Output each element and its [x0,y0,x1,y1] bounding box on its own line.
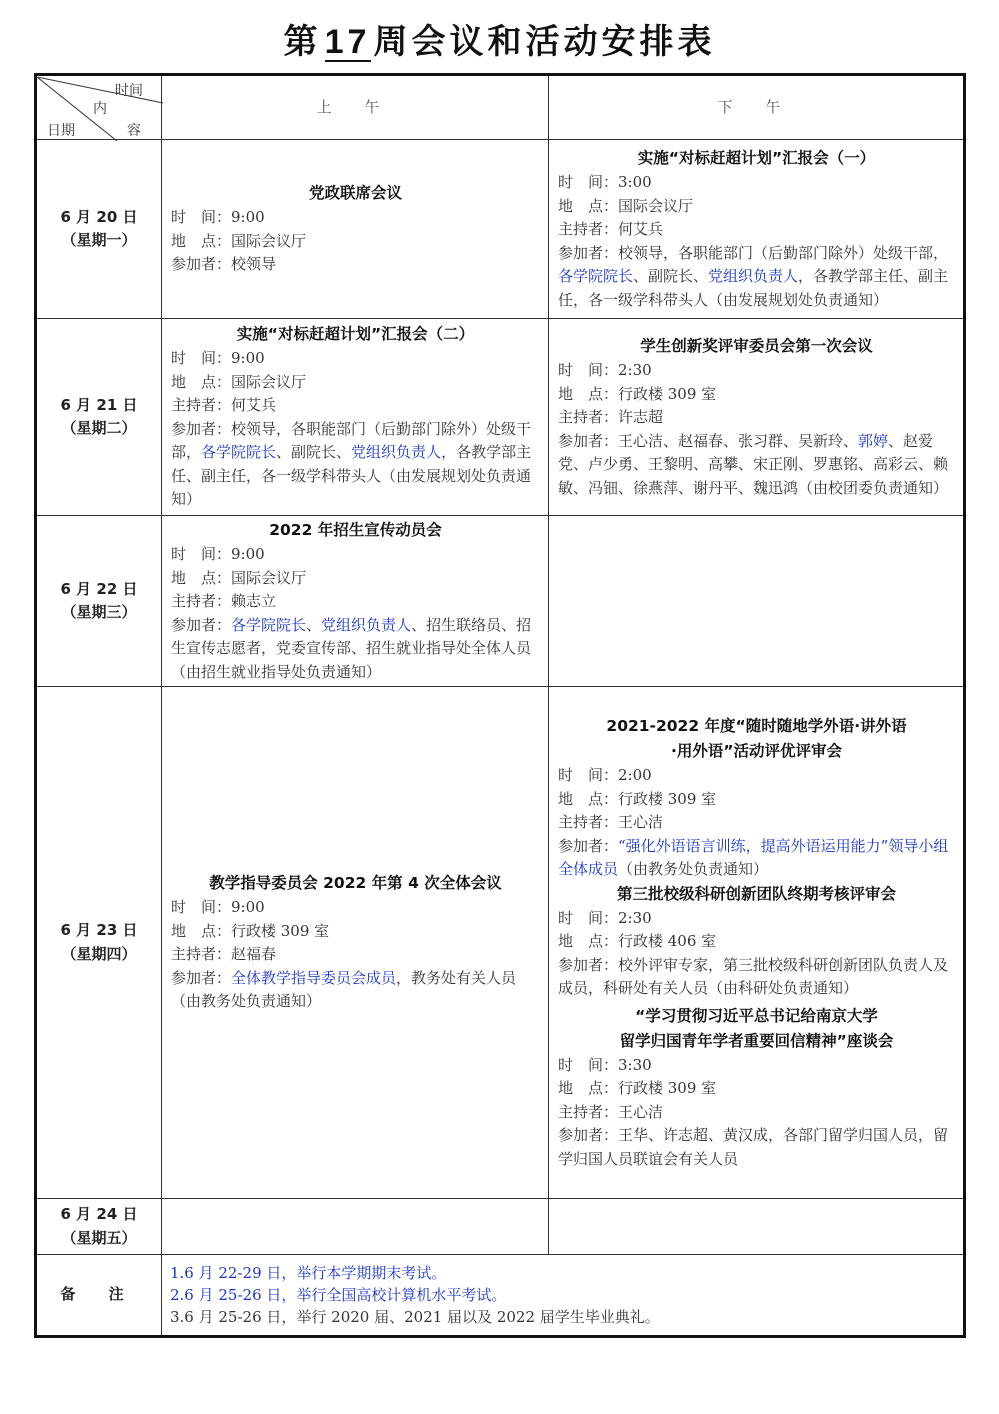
highlight-text: 党组织负责人 [321,615,412,634]
event-host: 主持者：王心洁 [558,813,664,831]
date-label: 6 月 20 日 [60,207,138,226]
header-am: 上 午 [162,75,549,140]
week-number: 17 [324,23,371,61]
event-time: 时 间：2:30 [558,908,652,927]
event-title: 第三批校级科研创新团队终期考核评审会 [616,884,896,903]
remarks-row [36,1255,965,1337]
am-cell-empty [162,1199,549,1255]
event-place: 地 点：国际会议厅 [171,231,307,250]
event-participants: 参加者：校外评审专家，第三批校级科研创新团队负责人及成员，科研处有关人员（由科研处负责通知） [558,955,949,997]
am-cell [162,516,549,687]
event-time: 时 间：3:30 [558,1055,652,1074]
header-pm: 下 午 [549,75,965,140]
day-row [36,687,965,1199]
event-place: 地 点：国际会议厅 [558,196,694,215]
am-cell [162,319,549,516]
event-time: 时 间：3:00 [558,173,652,191]
remark-item: 3.6 月 25-26 日，举行 2020 届、2021 届以及 2022 届学生毕业典礼。 [170,1308,660,1326]
title-suffix: 周会议和活动安排表 [373,22,716,62]
day-row [36,516,965,687]
event-participants: 参加者：“强化外语语言训练，提高外语运用能力”领导小组全体成员（由教务处负责通知） [558,836,949,878]
event-host: 主持者：赖志立 [171,592,277,610]
pm-cell-empty [549,1199,965,1255]
highlight-text: 全体教学指导委员会成员 [231,968,397,987]
event-place: 地 点：行政楼 309 室 [558,1079,717,1097]
highlight-text: 郭婷 [858,431,889,450]
event-participants: 参加者：各学院院长、党组织负责人、招生联络员、招生宣传志愿者，党委宣传部、招生就业指导处全体人员（由招生就业指导处负责通知） [171,615,532,681]
day-row [36,140,965,319]
date-label: 6 月 23 日 [60,921,138,939]
event-title: 实施“对标赶超计划”汇报会（一） [637,149,876,167]
weekday-label: （星期五） [61,1228,137,1247]
event-participants: 参加者：王心洁、赵福春、张习群、吴新玲、郭婷、赵爱党、卢少勇、王黎明、高攀、宋正刚、罗惠铭、高彩云、赖敏、冯钿、徐燕萍、谢丹平、魏迅鸿（由校团委负责通知） [558,431,949,497]
event-host: 主持者：王心洁 [558,1102,664,1121]
event-place: 地 点：行政楼 309 室 [558,789,717,808]
corner-content-label-a: 内 [93,100,107,117]
remark-item: 1.6 月 22-29 日，举行本学期期末考试。 [170,1264,447,1282]
highlight-text: “强化外语语言训练，提高外语运用能力”领导小组全体成员 [558,836,949,878]
day-row [36,319,965,516]
event-host: 主持者：许志超 [558,408,664,426]
highlight-text: 各学院院长 [201,443,277,462]
event-title: 2022 年招生宣传动员会 [269,521,442,539]
page-title [0,14,999,63]
event-time: 时 间：2:30 [558,361,652,379]
am-cell [162,687,549,1199]
event-place: 地 点：行政楼 309 室 [558,384,717,403]
schedule-table [34,73,966,1338]
event-place: 地 点：国际会议厅 [171,568,307,587]
corner-cell [36,75,162,140]
event-title: 实施“对标赶超计划”汇报会（二） [236,325,475,344]
event-host: 主持者：何艾兵 [171,396,277,415]
highlight-text: 党组织负责人 [351,443,442,462]
event-participants: 参加者：校领导 [171,255,277,274]
event-title: 学生创新奖评审委员会第一次会议 [640,337,873,355]
am-cell [162,140,549,319]
highlight-text: 各学院院长 [558,267,634,285]
date-label: 6 月 24 日 [60,1205,138,1223]
remarks-label: 备 注 [36,1255,162,1337]
date-cell [36,516,162,687]
remarks-cell [162,1255,965,1337]
title-prefix: 第 [283,22,322,62]
event-host: 主持者：何艾兵 [558,220,664,238]
date-cell [36,1199,162,1255]
weekday-label: （星期二） [61,419,137,437]
weekday-label: （星期四） [61,944,137,963]
event-time: 时 间：9:00 [171,545,265,563]
pm-cell [549,687,965,1199]
event-participants: 参加者：校领导，各职能部门（后勤部门除外）处级干部，各学院院长、副院长、党组织负责人，各教学部主任、副主任，各一级学科带头人（由发展规划处负责通知） [558,243,949,309]
date-cell [36,319,162,516]
event-time: 时 间：9:00 [171,208,265,227]
event-title: 教学指导委员会 2022 年第 4 次全体会议 [209,874,502,893]
event-participants: 参加者：王华、许志超、黄汉成，各部门留学归国人员，留学归国人员联谊会有关人员 [558,1126,949,1168]
date-label: 6 月 21 日 [60,395,138,414]
event-title-cont: ·用外语”活动评优评审会 [670,742,843,760]
event-place: 地 点：行政楼 309 室 [171,921,330,940]
pm-cell [549,140,965,319]
event-host: 主持者：赵福春 [171,945,277,964]
highlight-text: 党组织负责人 [708,267,799,285]
date-cell [36,687,162,1199]
pm-cell-empty [549,516,965,687]
event-participants: 参加者：校领导，各职能部门（后勤部门除外）处级干部，各学院院长、副院长、党组织负责人，各教学部主任、副主任，各一级学科带头人（由发展规划处负责通知） [171,419,532,509]
corner-content-label-b: 容 [127,122,141,139]
weekday-label: （星期三） [61,603,137,621]
weekday-label: （星期一） [61,231,137,249]
corner-time-label: 时间 [115,82,143,99]
event-time: 时 间：2:00 [558,766,652,784]
event-title: 党政联席会议 [308,184,402,203]
event-place: 地 点：国际会议厅 [171,372,307,391]
event-title-cont: 留学归国青年学者重要回信精神”座谈会 [619,1031,894,1050]
event-participants: 参加者：全体教学指导委员会成员，教务处有关人员（由教务处负责通知） [171,968,517,1011]
event-place: 地 点：行政楼 406 室 [558,932,717,950]
event-title: “学习贯彻习近平总书记给南京大学 [635,1006,878,1025]
event-time: 时 间：9:00 [171,349,265,368]
day-row [36,1199,965,1255]
corner-date-label: 日期 [47,122,75,139]
date-label: 6 月 22 日 [60,579,138,598]
highlight-text: 各学院院长 [231,615,307,634]
date-cell [36,140,162,319]
event-title: 2021-2022 年度“随时随地学外语·讲外语 [606,717,907,735]
header-row [36,75,965,140]
event-time: 时 间：9:00 [171,898,265,917]
remark-item: 2.6 月 25-26 日，举行全国高校计算机水平考试。 [170,1286,507,1304]
pm-cell [549,319,965,516]
